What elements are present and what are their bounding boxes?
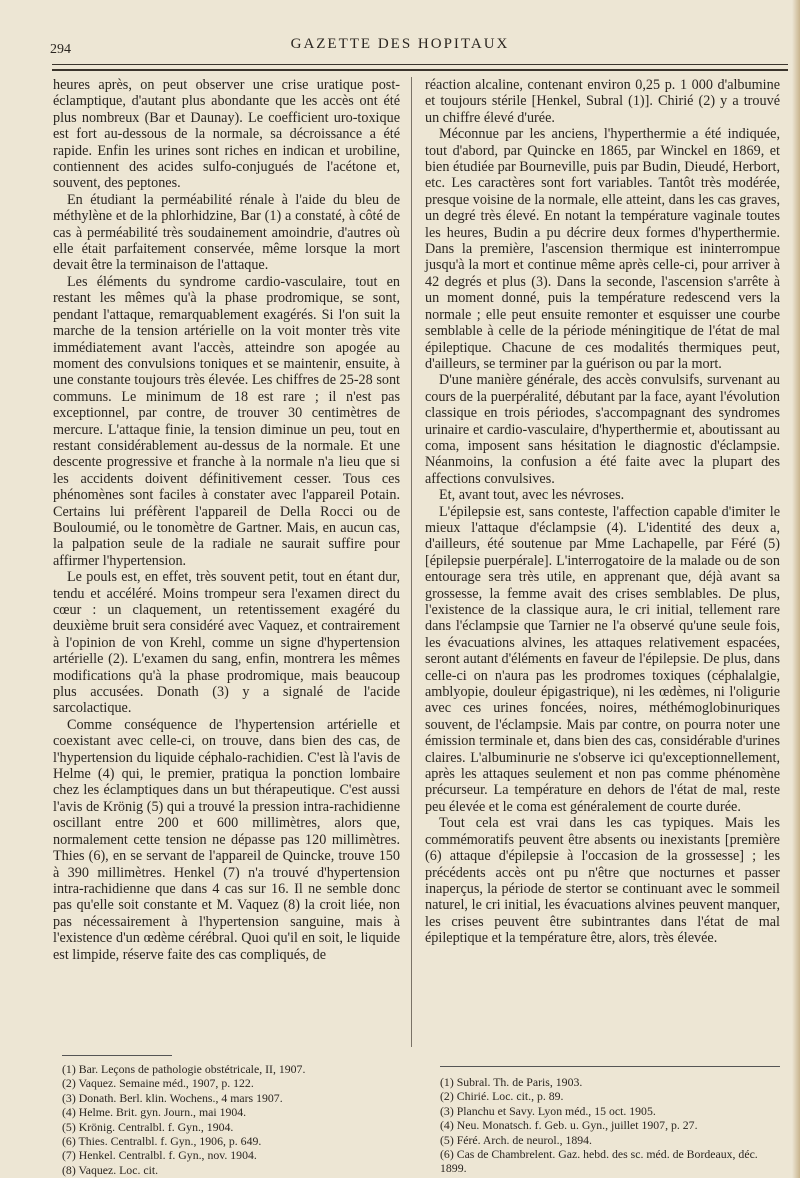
paragraph: Tout cela est vrai dans les cas typiques. Mais les commémoratifs peuvent être absents ou inexistants [première (6) attaque d'épilepsie à l'occasion de la grossesse] ; les précédents accès ont pu n'être que nocturnes et passer inaperçus, la période de stertor se continuant avec le sommeil naturel, le cri initial, les évacuations alvines peuvent manquer, les crises peuvent être subintrantes dans l'état de mal épileptique et la température être, alors, très élevée. xyxy=(425,815,780,947)
footnote: (2) Chirié. Loc. cit., p. 89. xyxy=(440,1089,564,1104)
paragraph: En étudiant la perméabilité rénale à l'aide du bleu de méthylène et de la phlorhidzine, Bar (1) a constaté, à côté de cas à perméabilité très soudainement amoindrie, d'autres où elle était parfaitement conservée, même lorsque la mort devait être la terminaison de l'attaque. xyxy=(53,191,400,274)
footnote-rule xyxy=(440,1066,780,1067)
footnote: (7) Henkel. Centralbl. f. Gyn., nov. 1904. xyxy=(62,1148,257,1163)
paragraph: L'épilepsie est, sans conteste, l'affection capable d'imiter le mieux l'attaque d'éclampsie (4). L'identité des deux a, d'ailleurs, été soutenue par Mme Lachapelle, par Féré (5) [épilepsie puerpérale]. L'interrogatoire de la malade ou de son entourage sera très utile, en apprenant que, déjà avant sa grossesse, la femme avait des crises semblables. De plus, l'existence de la classique aura, le cri initial, tellement rare dans l'éclampsie que Tarnier ne l'a observé qu'une seule fois, les évacuations alvines, les attaques relativement espacées, seront autant d'éléments en faveur de l'épilepsie. De plus, dans celle-ci on n'aura pas les prodromes toxiques (céphalalgie, amblyopie, douleur épigastrique), ni les œdèmes, ni l'oligurie avec ces urines foncées, noires, méthémoglobinuriques souvent, de l'éclampsie. Mais par contre, on pourra noter une émission terminale et, dans bien des cas, considérable d'urines claires. L'albuminurie ne s'observe ici qu'exceptionnellement, après les attaques seulement et non pas comme phénomène précurseur. La température en dehors de l'état de mal, reste peu élevée et le coma est généralement de courte durée. xyxy=(425,503,780,815)
paragraph: Comme conséquence de l'hypertension artérielle et coexistant avec celle-ci, on trouve, dans bien des cas, de l'hypertension du liquide céphalo-rachidien. C'est là l'avis de Helme (4) qui, le premier, pratiqua la ponction lombaire chez les éclamptiques dans un but thérapeutique. C'est aussi l'avis de Krönig (5) qui a trouvé la pression intra-rachidienne oscillant entre 200 et 600 millimètres, alors que, normalement cette tension ne dépasse pas 120 millimètres. Thies (6), en se servant de l'appareil de Quincke, trouve 150 à 390 millimètres. Henkel (7) n'a trouvé d'hypertension intra-rachidienne que dans 4 cas sur 16. Il ne semble donc pas qu'elle soit constante et M. Vaquez (8) la croit liée, non pas nécessairement à l'hypertension sanguine, mais à l'existence d'un œdème cérébral. Quoi qu'il en soit, le liquide est limpide, réserve faite des cas compliqués, de xyxy=(53,716,400,963)
footnote-rule xyxy=(62,1055,172,1056)
footnote: (4) Neu. Monatsch. f. Geb. u. Gyn., juillet 1907, p. 27. xyxy=(440,1118,698,1133)
paragraph: Les éléments du syndrome cardio-vasculaire, tout en restant les mêmes qu'à la phase prodromique, se sont, pendant l'attaque, remarquablement exagérés. Si l'on suit la marche de la tension artérielle on la voit monter très vite immédiatement avant l'accès, atteindre son apogée au moment des convulsions toniques et se maintenir, ensuite, à une constante toujours très élevée. Les chiffres de 25-28 sont communs. Le minimum de 18 est rare ; il n'est pas exceptionnel, par contre, de trouver 30 centimètres de mercure. L'attaque finie, la tension diminue un peu, tout en restant considérablement au-dessus de la normale. Et une descente progressive et franche à la normale n'a lieu que si les accidents doivent définitivement cesser. Tous ces phénomènes sont faciles à constater avec l'appareil Potain. Certains lui préfèrent l'appareil de Della Rocci ou de Bouloumié, ou le tonomètre de Gartner. Mais, en aucun cas, la palpation seule de la radiale ne saurait suffire pour affirmer l'hypertension. xyxy=(53,273,400,569)
page-edge xyxy=(792,0,800,1178)
footnotes-left xyxy=(62,1062,392,1177)
left-column xyxy=(53,77,400,963)
footnote: (3) Donath. Berl. klin. Wochens., 4 mars 1907. xyxy=(62,1090,283,1105)
footnote: (3) Planchu et Savy. Lyon méd., 15 oct. 1905. xyxy=(440,1103,656,1118)
footnote: (5) Féré. Arch. de neurol., 1894. xyxy=(440,1132,593,1147)
footnote: (8) Vaquez. Loc. cit. xyxy=(62,1162,159,1177)
paragraph: D'une manière générale, des accès convulsifs, survenant au cours de la puerpéralité, débutant par la face, ayant l'évolution classique en trois périodes, s'accompagnant des syndromes urinaire et cardio-vasculaire, d'hyperthermie et, aboutissant au coma, imposent sans hésitation le diagnostic d'éclampsie. Néanmoins, la confusion a été faite avec la plupart des affections convulsives. xyxy=(425,372,780,487)
header-rule-thick xyxy=(52,69,788,71)
footnotes-right xyxy=(440,1075,785,1176)
footnote: (6) Cas de Chambrelent. Gaz. hebd. des sc. méd. de Bordeaux, déc. 1899. xyxy=(440,1147,758,1176)
paragraph: Le pouls est, en effet, très souvent petit, tout en étant dur, tendu et accéléré. Moins trompeur sera l'examen direct du cœur : un claquement, un retentissement exagéré du deuxième bruit sera considéré avec Vaquez, et contrairement à l'opinion de von Krehl, comme un signe d'hypertension artérielle (2). L'examen du sang, enfin, montrera les mêmes modifications qu'à la phase prodromique, mais beaucoup plus accusées. Donath (3) y a signalé de l'acide sarcolactique. xyxy=(53,569,400,717)
right-column xyxy=(425,77,780,947)
column-divider xyxy=(411,77,412,1047)
footnote: (6) Thies. Centralbl. f. Gyn., 1906, p. 649. xyxy=(62,1134,262,1149)
footnote: (4) Helme. Brit. gyn. Journ., mai 1904. xyxy=(62,1105,247,1120)
paragraph: heures après, on peut observer une crise uratique post-éclamptique, d'autant plus abondante que les accès ont été plus nombreux (Bar et Daunay). Le coefficient uro-toxique est fort au-dessous de la normale, sa décroissance a été rapide. Enfin les urines sont riches en indican et urobiline, contiennent des acides sulfo-conjugués de l'acétone et, souvent, des peptones. xyxy=(53,77,400,192)
footnote: (2) Vaquez. Semaine méd., 1907, p. 122. xyxy=(62,1076,254,1091)
paragraph: Et, avant tout, avec les névroses. xyxy=(439,487,625,504)
paragraph: réaction alcaline, contenant environ 0,25 p. 1 000 d'albumine et toujours stérile [Henkel, Subral (1)]. Chirié (2) y a trouvé un chiffre élevé d'urée. xyxy=(425,77,780,126)
footnote: (1) Subral. Th. de Paris, 1903. xyxy=(440,1075,583,1089)
paragraph: Méconnue par les anciens, l'hyperthermie a été indiquée, tout d'abord, par Quincke en 1865, par Winckel en 1869, et bien étudiée par Bourneville, puis par Budin, Dieudé, Herbort, etc. Les caractères sont fort variables. Tantôt très modérée, presque voisine de la normale, elle atteint, dans les cas graves, un degré très élevé. En notant la température vaginale toutes les heures, Budin a pu décrire deux formes d'hyperthermie. Dans la première, l'ascension thermique est ininterrompue jusqu'à la mort et continue même après celle-ci, pour arriver à 42 degrés et plus (3). Dans la seconde, l'ascension s'arrête à un moment donné, puis la température redescend vers la normale ; elle peut ensuite remonter et esquisser une courbe semblable à celle de la période méningitique de l'état de mal épileptique. Chacune de ces modalités thermiques peut, d'ailleurs, se terminer par la guérison ou par la mort. xyxy=(425,126,780,372)
footnote: (1) Bar. Leçons de pathologie obstétricale, II, 1907. xyxy=(62,1062,306,1076)
header-rule xyxy=(52,64,788,65)
running-head: GAZETTE DES HOPITAUX xyxy=(290,36,510,52)
page-number: 294 xyxy=(50,42,71,57)
footnote: (5) Krönig. Centralbl. f. Gyn., 1904. xyxy=(62,1119,234,1134)
